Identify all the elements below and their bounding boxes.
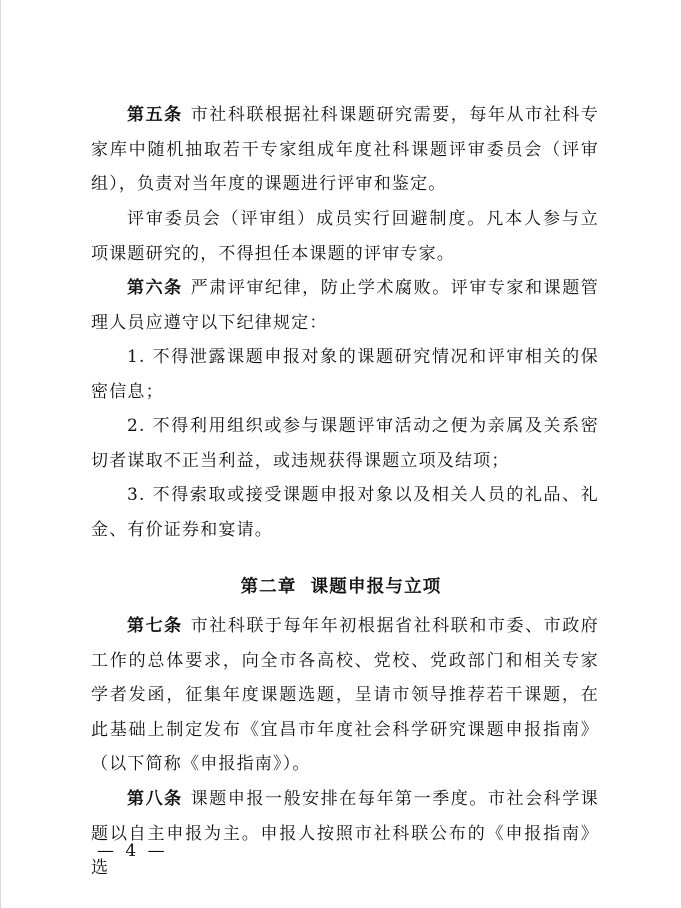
rule-item-1-text: 1. 不得泄露课题申报对象的课题研究情况和评审相关的保密信息； [91,347,599,402]
article-6-text: 严肃评审纪律，防止学术腐败。评审专家和课题管理人员应遵守以下纪律规定： [91,278,599,333]
article-6-paragraph [91,271,599,340]
article-5-recusal-paragraph [91,202,599,271]
article-5-text: 市社科联根据社科课题研究需要，每年从市社科专家库中随机抽取若干专家组成年度社科课题评审委员会（评审组），负责对当年度的课题进行评审和鉴定。 [91,105,599,194]
rule-item-2-text: 2. 不得利用组织或参与课题评审活动之便为亲属及关系密切者谋取不正当利益，或违规获得课题立项及结项； [91,416,599,471]
rule-item-3 [91,478,599,547]
article-7-label: 第七条 [127,616,183,636]
article-5-paragraph [91,98,599,202]
page-number: — 4 — [97,841,168,861]
article-5-label: 第五条 [127,105,183,125]
rule-item-3-text: 3. 不得索取或接受课题申报对象以及相关人员的礼品、礼金、有价证券和宴请。 [91,485,599,540]
rule-item-1 [91,340,599,409]
rule-item-2 [91,409,599,478]
chapter-title: 课题申报与立项 [310,577,442,597]
article-5-recusal-text: 评审委员会（评审组）成员实行回避制度。凡本人参与立项课题研究的，不得担任本课题的评审专家。 [91,209,599,264]
article-6-label: 第六条 [127,278,183,298]
article-7-text: 市社科联于每年年初根据省社科联和市委、市政府工作的总体要求，向全市各高校、党校、党政部门和相关专家学者发函，征集年度课题选题，呈请市领导推荐若干课题，在此基础上制定发布《宜昌市年度社会科学研究课题申报指南》（以下简称《申报指南》）。 [91,616,599,774]
article-8-text: 课题申报一般安排在每年第一季度。市社会科学课题以自主申报为主。申报人按照市社科联公布的《申报指南》选 [91,789,599,878]
article-7-paragraph [91,609,599,782]
article-8-label: 第八条 [127,789,183,809]
chapter-number: 第二章 [240,577,297,597]
chapter-heading [1,573,681,598]
